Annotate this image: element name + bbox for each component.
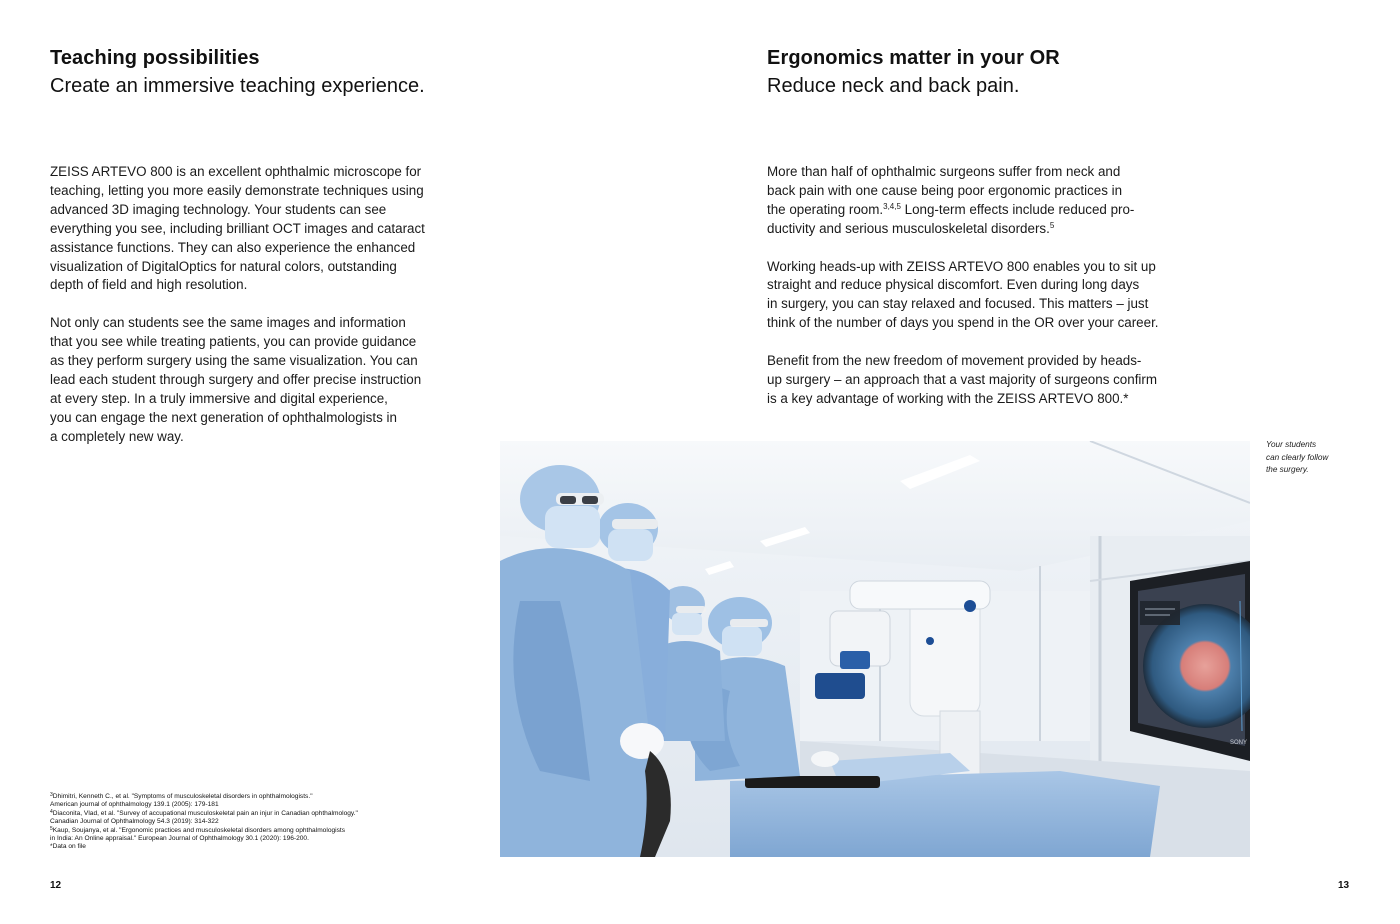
right-paragraph-2: Working heads-up with ZEISS ARTEVO 800 enables you to sit up straight and reduce physical discomfort. Even during long days in surgery, you can stay relaxed and focused. This matters – just think of the number of days you spend in the OR over your career. [767,258,1159,331]
monitor-brand-label: SONY [1230,740,1248,746]
footnote-5: $^5$Kaup, Soujanya, et al. "Ergonomic practices and musculoskeletal disorders among ophthalmologists in India: An Online appraisal." European Journal of Ophthalmology 30.1 (2020): 196-200. [50,825,346,843]
left-body-text [50,163,450,465]
left-page-title: Teaching possibilities [50,47,260,69]
left-page-subtitle: Create an immersive teaching experience. [50,75,425,97]
footnote-3: $^3$Dhimitri, Kenneth C., et al. "Symptoms of musculoskeletal disorders in ophthalmologists." American journal of ophthalmology 139.1 (2005): 179-181 [50,792,313,809]
page-number-right: 13 [1338,880,1350,891]
footnote-data-on-file: *Data on file [50,843,86,851]
right-page-subtitle: Reduce neck and back pain. [767,75,1020,97]
page-number-left: 12 [50,880,62,891]
left-paragraph-1: ZEISS ARTEVO 800 is an excellent ophthalmic microscope for teaching, letting you more easily demonstrate techniques using advanced 3D imaging technology. Your students can see everything you see, including brilliant OCT images and cataract assistance functions. They can also experience the enhanced visualization of DigitalOptics for natural colors, outstanding depth of field and high resolution. [50,164,425,293]
left-paragraph-2: Not only can students see the same images and information that you see while treating patients, you can provide guidance as they perform surgery using the same visualization. You can lead each student through surgery and offer precise instruction at every step. In a truly immersive and digital experience, you can engage the next generation of ophthalmologists in a completely new way. [50,315,422,444]
citation-3-4-5: 3,4,5 [883,201,901,211]
footnote-4: $^4$Diaconita, Vlad, et al. "Survey of accupational musculoskeletal pain an injur in Canadian ophthalmology." Canadian Journal of Ophthalmology 54.3 (2019): 314-322 [50,808,358,826]
citation-5: 5 [1049,220,1055,230]
right-paragraph-3: Benefit from the new freedom of movement provided by heads- up surgery – an approach that a vast majority of surgeons confirm is a key advantage of working with the ZEISS ARTEVO 800.* [767,353,1158,406]
right-page-title: Ergonomics matter in your OR [767,47,1060,69]
footnotes [50,793,430,852]
right-paragraph-1: More than half of ophthalmic surgeons suffer from neck and back pain with one cause being poor ergonomic practices in the operating room.$^{3,4,5}$ Long-term effects include reduced pro- ductivity and serious musculoskeletal disorders.$^5$ [767,164,1135,236]
operating-room-photo [500,441,1250,857]
photo-caption: Your students can clearly follow the surgery. [1266,440,1329,474]
right-body-text [767,163,1177,428]
